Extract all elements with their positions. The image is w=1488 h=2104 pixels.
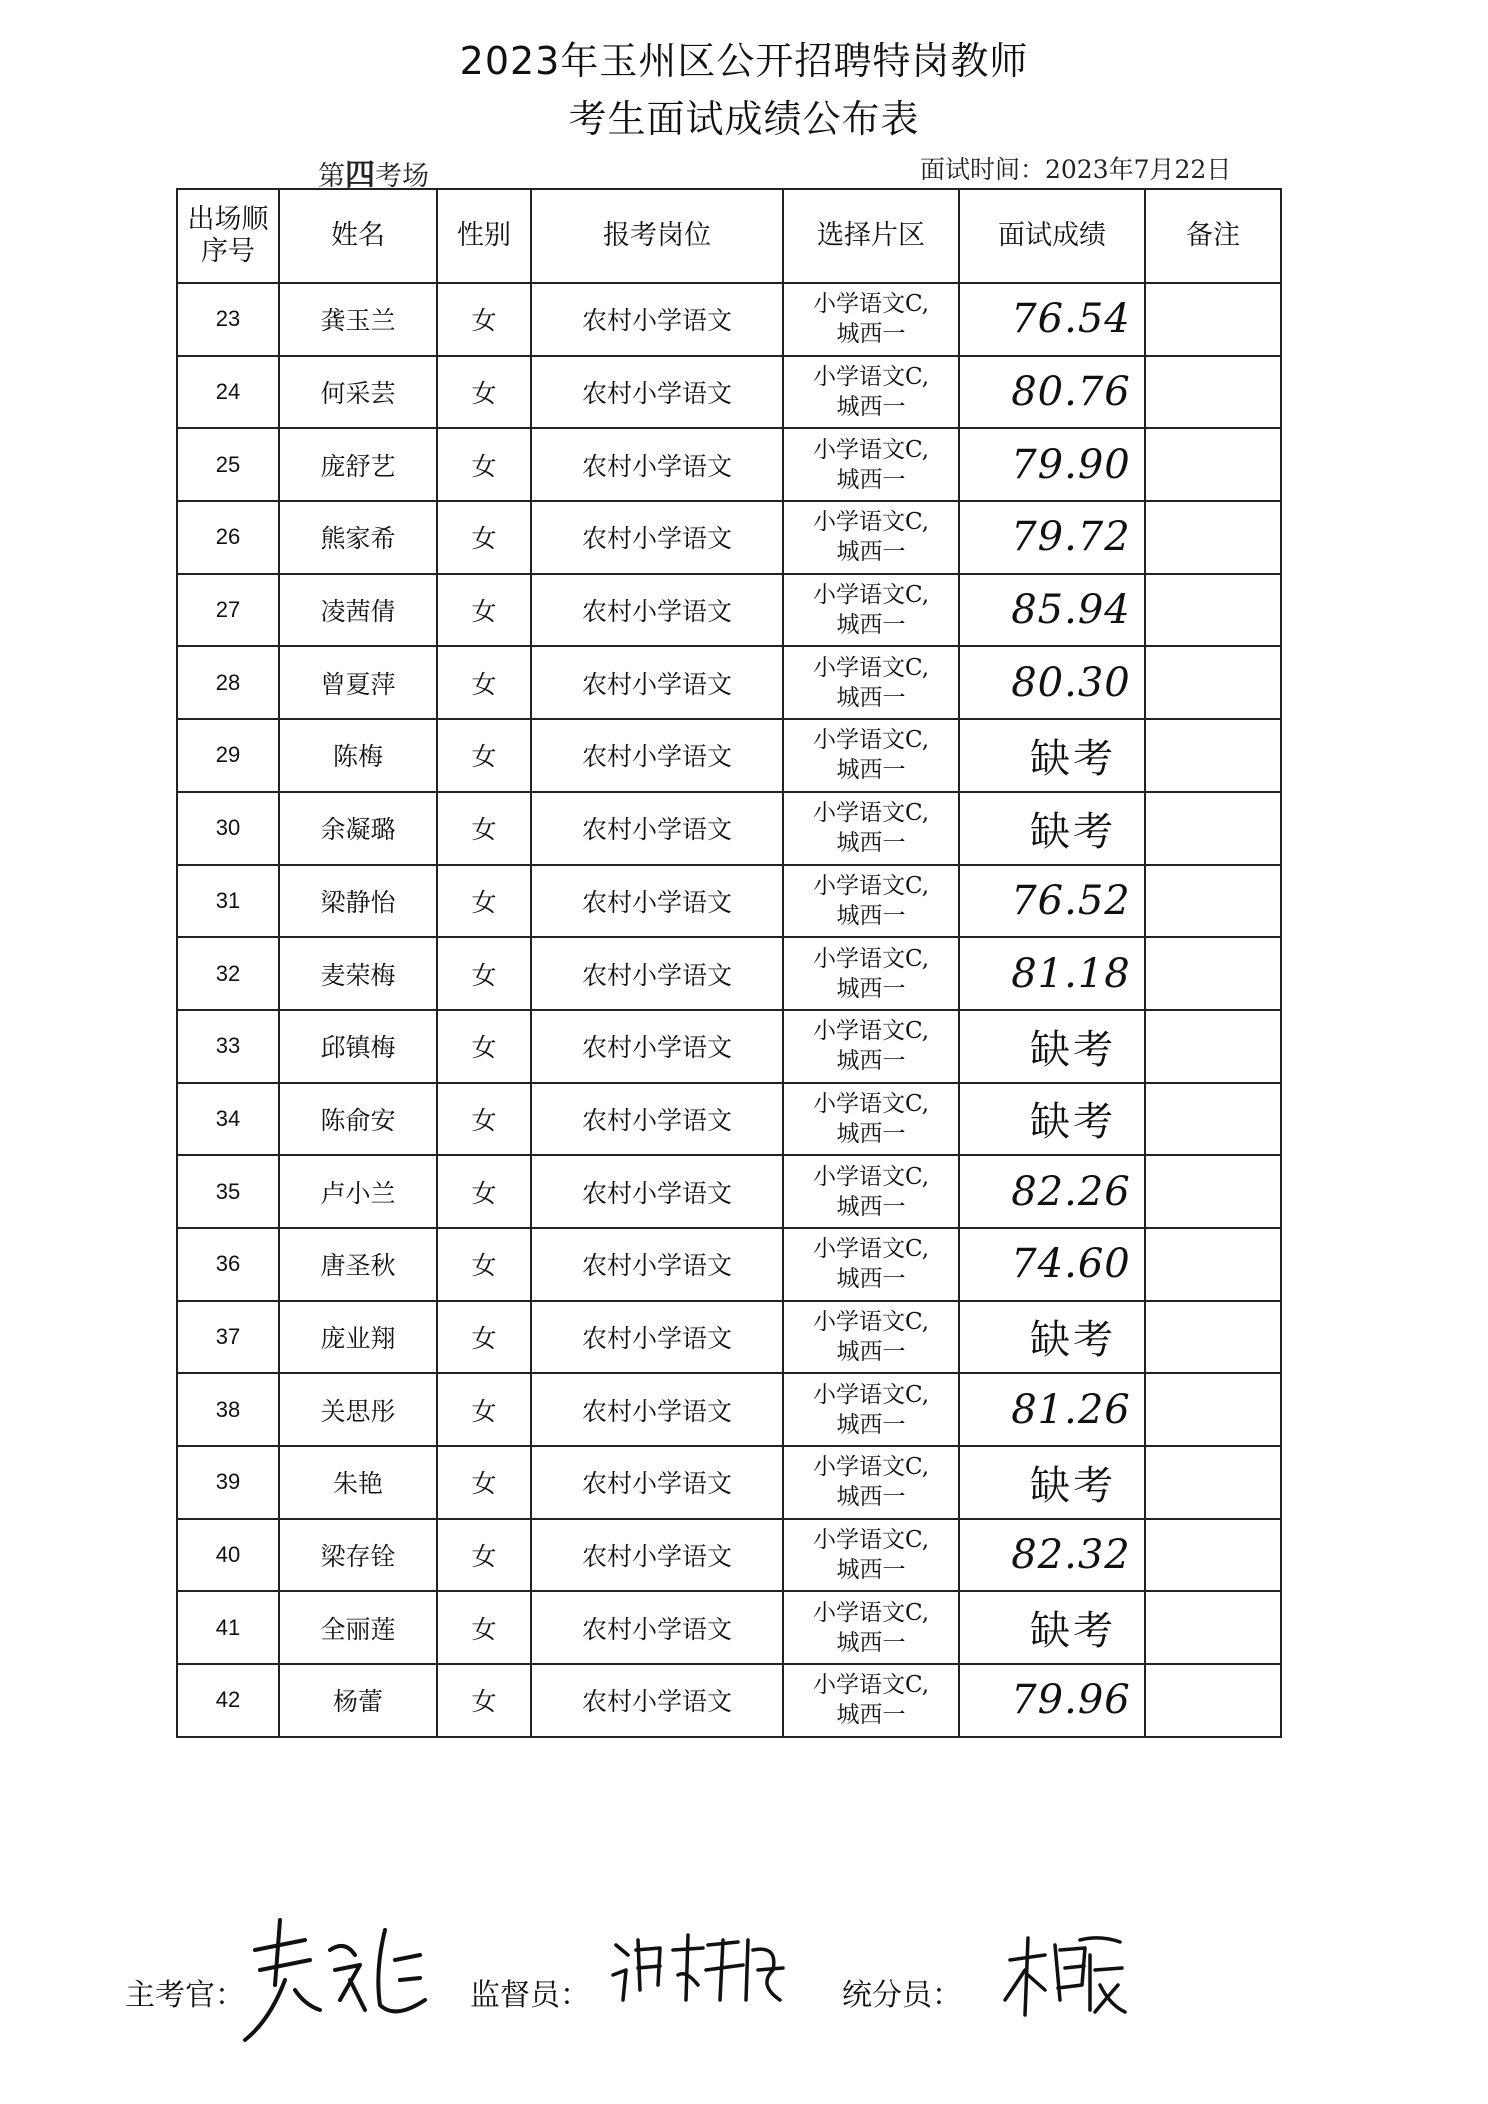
cell-area-line1: 小学语文C, — [812, 364, 930, 391]
cell-post: 农村小学语文 — [531, 1083, 783, 1156]
cell-area-line2: 城西一 — [836, 1266, 906, 1293]
cell-area-line1: 小学语文C, — [812, 582, 930, 609]
cell-area — [783, 937, 959, 1010]
cell-area-line1: 小学语文C, — [812, 1381, 930, 1408]
document-title-line2: 考生面试成绩公布表 — [568, 97, 920, 141]
cell-post: 农村小学语文 — [531, 1446, 783, 1519]
cell-area-line1: 小学语文C, — [812, 654, 930, 681]
cell-order-no: 33 — [177, 1010, 279, 1083]
cell-name: 关思彤 — [279, 1373, 437, 1446]
cell-area-line2: 城西一 — [836, 1411, 906, 1438]
cell-post: 农村小学语文 — [531, 719, 783, 792]
cell-area — [783, 1591, 959, 1664]
cell-area-line1: 小学语文C, — [812, 727, 930, 754]
table-row — [177, 1664, 1281, 1737]
cell-remark — [1145, 1155, 1281, 1228]
cell-area-line2: 城西一 — [836, 1338, 906, 1365]
cell-post: 农村小学语文 — [531, 428, 783, 501]
cell-name: 龚玉兰 — [279, 283, 437, 356]
cell-remark — [1145, 1301, 1281, 1374]
cell-order-no: 39 — [177, 1446, 279, 1519]
cell-post: 农村小学语文 — [531, 501, 783, 574]
cell-remark — [1145, 1519, 1281, 1592]
cell-name: 朱艳 — [279, 1446, 437, 1519]
supervisor-label: 监督员： — [470, 1978, 590, 2013]
cell-name: 邱镇梅 — [279, 1010, 437, 1083]
cell-score: 79.96 — [959, 1664, 1145, 1737]
cell-name: 梁存铨 — [279, 1519, 437, 1592]
cell-remark — [1145, 283, 1281, 356]
cell-area-line2: 城西一 — [836, 466, 906, 493]
chief-examiner-signature — [235, 1910, 445, 2050]
cell-name: 卢小兰 — [279, 1155, 437, 1228]
cell-post: 农村小学语文 — [531, 1010, 783, 1083]
cell-gender: 女 — [437, 1446, 531, 1519]
cell-area — [783, 1373, 959, 1446]
header-name: 姓名 — [279, 189, 437, 283]
cell-gender: 女 — [437, 1664, 531, 1737]
cell-area — [783, 1228, 959, 1301]
table-body — [177, 283, 1281, 1737]
cell-gender: 女 — [437, 1301, 531, 1374]
header-area: 选择片区 — [783, 189, 959, 283]
table-row — [177, 1519, 1281, 1592]
cell-remark — [1145, 937, 1281, 1010]
cell-area — [783, 646, 959, 719]
cell-gender: 女 — [437, 428, 531, 501]
cell-area-line2: 城西一 — [836, 1193, 906, 1220]
cell-remark — [1145, 1083, 1281, 1156]
cell-post: 农村小学语文 — [531, 865, 783, 938]
cell-area-line1: 小学语文C, — [812, 1090, 930, 1117]
header-gender: 性别 — [437, 189, 531, 283]
cell-area — [783, 1664, 959, 1737]
cell-score: 74.60 — [959, 1228, 1145, 1301]
cell-gender: 女 — [437, 719, 531, 792]
cell-gender: 女 — [437, 501, 531, 574]
table-row — [177, 1155, 1281, 1228]
cell-score: 缺考 — [959, 1446, 1145, 1519]
cell-score: 80.76 — [959, 356, 1145, 429]
cell-gender: 女 — [437, 937, 531, 1010]
cell-area-line2: 城西一 — [836, 1048, 906, 1075]
cell-name: 麦荣梅 — [279, 937, 437, 1010]
cell-area — [783, 1155, 959, 1228]
cell-area — [783, 1519, 959, 1592]
cell-gender: 女 — [437, 1373, 531, 1446]
cell-gender: 女 — [437, 1228, 531, 1301]
cell-order-no: 23 — [177, 283, 279, 356]
cell-post: 农村小学语文 — [531, 1228, 783, 1301]
cell-area — [783, 283, 959, 356]
cell-area-line1: 小学语文C, — [812, 1672, 930, 1699]
cell-order-no: 27 — [177, 574, 279, 647]
cell-area-line2: 城西一 — [836, 1484, 906, 1511]
cell-remark — [1145, 1446, 1281, 1519]
cell-name: 庞业翔 — [279, 1301, 437, 1374]
scorer-label: 统分员： — [842, 1978, 962, 2013]
cell-area — [783, 574, 959, 647]
cell-name: 何采芸 — [279, 356, 437, 429]
cell-area-line1: 小学语文C, — [812, 1527, 930, 1554]
cell-order-no: 34 — [177, 1083, 279, 1156]
cell-remark — [1145, 719, 1281, 792]
cell-area-line1: 小学语文C, — [812, 945, 930, 972]
cell-name: 全丽莲 — [279, 1591, 437, 1664]
exam-room-number: 四 — [345, 158, 375, 193]
cell-name: 庞舒艺 — [279, 428, 437, 501]
cell-area-line2: 城西一 — [836, 394, 906, 421]
cell-gender: 女 — [437, 865, 531, 938]
table-row — [177, 283, 1281, 356]
cell-gender: 女 — [437, 283, 531, 356]
table-row — [177, 865, 1281, 938]
cell-area — [783, 501, 959, 574]
cell-order-no: 32 — [177, 937, 279, 1010]
cell-remark — [1145, 1373, 1281, 1446]
cell-area-line2: 城西一 — [836, 830, 906, 857]
cell-score: 缺考 — [959, 1591, 1145, 1664]
cell-area-line1: 小学语文C, — [812, 1308, 930, 1335]
cell-area — [783, 719, 959, 792]
cell-name: 熊家希 — [279, 501, 437, 574]
cell-gender: 女 — [437, 1083, 531, 1156]
cell-score: 82.32 — [959, 1519, 1145, 1592]
cell-area-line2: 城西一 — [836, 321, 906, 348]
cell-score: 79.72 — [959, 501, 1145, 574]
cell-area — [783, 428, 959, 501]
cell-score: 缺考 — [959, 1010, 1145, 1083]
table-row — [177, 1228, 1281, 1301]
cell-area-line2: 城西一 — [836, 1120, 906, 1147]
cell-score: 缺考 — [959, 1301, 1145, 1374]
cell-score: 缺考 — [959, 1083, 1145, 1156]
cell-area-line1: 小学语文C, — [812, 1599, 930, 1626]
table-row — [177, 574, 1281, 647]
cell-post: 农村小学语文 — [531, 1664, 783, 1737]
table-row — [177, 356, 1281, 429]
cell-score: 81.26 — [959, 1373, 1145, 1446]
table-row — [177, 501, 1281, 574]
cell-gender: 女 — [437, 646, 531, 719]
cell-order-no: 31 — [177, 865, 279, 938]
cell-area-line2: 城西一 — [836, 1629, 906, 1656]
cell-post: 农村小学语文 — [531, 1519, 783, 1592]
cell-area-line1: 小学语文C, — [812, 509, 930, 536]
cell-area — [783, 865, 959, 938]
cell-area-line2: 城西一 — [836, 539, 906, 566]
cell-order-no: 28 — [177, 646, 279, 719]
cell-remark — [1145, 1228, 1281, 1301]
cell-remark — [1145, 1010, 1281, 1083]
supervisor-signature — [608, 1930, 788, 2010]
cell-area-line1: 小学语文C, — [812, 800, 930, 827]
cell-order-no: 26 — [177, 501, 279, 574]
cell-name: 曾夏萍 — [279, 646, 437, 719]
cell-post: 农村小学语文 — [531, 1155, 783, 1228]
header-order-no — [177, 189, 279, 283]
cell-area-line2: 城西一 — [836, 902, 906, 929]
interview-date: 面试时间：2023年7月22日 — [920, 155, 1232, 184]
table-row — [177, 1591, 1281, 1664]
cell-remark — [1145, 1664, 1281, 1737]
cell-order-no: 24 — [177, 356, 279, 429]
cell-area-line1: 小学语文C, — [812, 1454, 930, 1481]
cell-area-line2: 城西一 — [836, 1557, 906, 1584]
cell-order-no: 25 — [177, 428, 279, 501]
exam-room-suffix: 考场 — [375, 161, 429, 192]
header-score: 面试成绩 — [959, 189, 1145, 283]
cell-remark — [1145, 865, 1281, 938]
cell-area-line1: 小学语文C, — [812, 436, 930, 463]
cell-order-no: 38 — [177, 1373, 279, 1446]
cell-remark — [1145, 501, 1281, 574]
cell-area — [783, 1083, 959, 1156]
table-row — [177, 719, 1281, 792]
cell-order-no: 42 — [177, 1664, 279, 1737]
exam-room-prefix: 第 — [318, 161, 345, 192]
header-remark: 备注 — [1145, 189, 1281, 283]
cell-post: 农村小学语文 — [531, 1301, 783, 1374]
cell-post: 农村小学语文 — [531, 1373, 783, 1446]
cell-area — [783, 1446, 959, 1519]
cell-name: 梁静怡 — [279, 865, 437, 938]
document-title-line1: 2023年玉州区公开招聘特岗教师 — [459, 39, 1029, 83]
cell-remark — [1145, 1591, 1281, 1664]
cell-gender: 女 — [437, 792, 531, 865]
cell-post: 农村小学语文 — [531, 356, 783, 429]
cell-score: 缺考 — [959, 719, 1145, 792]
cell-score: 80.30 — [959, 646, 1145, 719]
cell-area-line2: 城西一 — [836, 975, 906, 1002]
cell-order-no: 41 — [177, 1591, 279, 1664]
cell-gender: 女 — [437, 1519, 531, 1592]
cell-score: 76.54 — [959, 283, 1145, 356]
cell-remark — [1145, 574, 1281, 647]
cell-area-line1: 小学语文C, — [812, 872, 930, 899]
cell-name: 唐圣秋 — [279, 1228, 437, 1301]
cell-order-no: 30 — [177, 792, 279, 865]
cell-name: 陈梅 — [279, 719, 437, 792]
cell-area-line2: 城西一 — [836, 684, 906, 711]
cell-post: 农村小学语文 — [531, 574, 783, 647]
cell-name: 陈俞安 — [279, 1083, 437, 1156]
table-row — [177, 937, 1281, 1010]
cell-area-line2: 城西一 — [836, 757, 906, 784]
cell-gender: 女 — [437, 1010, 531, 1083]
cell-area-line1: 小学语文C, — [812, 1018, 930, 1045]
cell-area-line2: 城西一 — [836, 612, 906, 639]
cell-order-no: 35 — [177, 1155, 279, 1228]
cell-area — [783, 1010, 959, 1083]
cell-post: 农村小学语文 — [531, 937, 783, 1010]
table-row — [177, 1373, 1281, 1446]
cell-remark — [1145, 792, 1281, 865]
cell-post: 农村小学语文 — [531, 283, 783, 356]
cell-name: 余凝璐 — [279, 792, 437, 865]
score-table — [176, 188, 1282, 1738]
cell-score: 76.52 — [959, 865, 1145, 938]
cell-area — [783, 1301, 959, 1374]
table-header-row — [177, 189, 1281, 283]
cell-name: 凌茜倩 — [279, 574, 437, 647]
cell-post: 农村小学语文 — [531, 792, 783, 865]
cell-post: 农村小学语文 — [531, 1591, 783, 1664]
cell-remark — [1145, 646, 1281, 719]
cell-score: 81.18 — [959, 937, 1145, 1010]
cell-order-no: 36 — [177, 1228, 279, 1301]
table-row — [177, 1083, 1281, 1156]
scorer-signature — [1000, 1930, 1130, 2020]
cell-gender: 女 — [437, 1155, 531, 1228]
header-order-no-line2: 序号 — [201, 236, 255, 267]
table-row — [177, 1301, 1281, 1374]
header-post: 报考岗位 — [531, 189, 783, 283]
cell-area-line1: 小学语文C, — [812, 1163, 930, 1190]
cell-score: 85.94 — [959, 574, 1145, 647]
cell-score: 缺考 — [959, 792, 1145, 865]
cell-gender: 女 — [437, 574, 531, 647]
cell-area-line2: 城西一 — [836, 1702, 906, 1729]
cell-gender: 女 — [437, 1591, 531, 1664]
table-row — [177, 1010, 1281, 1083]
cell-order-no: 29 — [177, 719, 279, 792]
table-row — [177, 1446, 1281, 1519]
cell-order-no: 40 — [177, 1519, 279, 1592]
cell-post: 农村小学语文 — [531, 646, 783, 719]
cell-score: 79.90 — [959, 428, 1145, 501]
cell-area — [783, 356, 959, 429]
cell-gender: 女 — [437, 356, 531, 429]
table-row — [177, 646, 1281, 719]
cell-order-no: 37 — [177, 1301, 279, 1374]
cell-remark — [1145, 428, 1281, 501]
cell-score: 82.26 — [959, 1155, 1145, 1228]
cell-area-line1: 小学语文C, — [812, 291, 930, 318]
cell-name: 杨蕾 — [279, 1664, 437, 1737]
chief-examiner-label: 主考官： — [125, 1978, 245, 2013]
cell-area — [783, 792, 959, 865]
table-row — [177, 428, 1281, 501]
header-order-no-line1: 出场顺 — [187, 204, 269, 235]
cell-remark — [1145, 356, 1281, 429]
cell-area-line1: 小学语文C, — [812, 1236, 930, 1263]
table-row — [177, 792, 1281, 865]
